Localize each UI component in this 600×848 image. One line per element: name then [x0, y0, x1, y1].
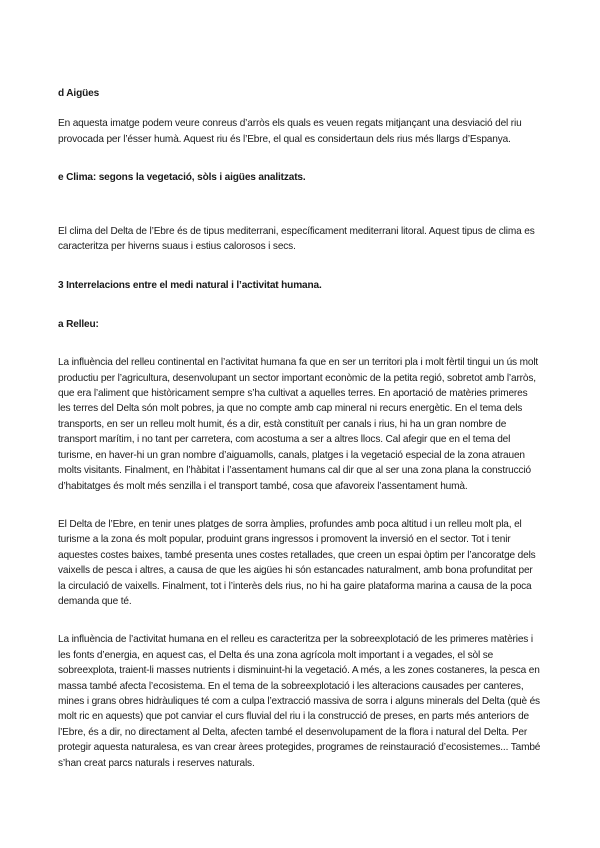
section-heading-aigues: d Aigües — [58, 88, 100, 99]
paragraph-relleu-2: El Delta de l’Ebre, en tenir unes platges de sorra àmplies, profundes amb poca altitud i un relleu molt pla, el turisme a la zona és molt popular, produint grans ingressos i promovent la inversió en el sector. Tot i tenir aquestes costes baixes, també presenta unes costes retallades, que creen un espai òptim per l’ancoratge dels vaixells de pesca i altres, a causa de que les aigües hi són estancades naturalment, amb bona profunditat per la circulació de vaixells. Finalment, tot i l’interès dels rius, no hi ha gaire plataforma marina a causa de la poca demanda que té. — [58, 518, 536, 607]
paragraph-relleu-3: La influència de l’activitat humana en el relleu es caracteritza per la sobreexplotació de les primeres matèries i les fonts d’energia, en aquest cas, el Delta és una zona agrícola molt important i a vegades, el sòl se sobreexplota, traient-li masses nutrients i disminuint-hi la vegetació. A més, a les zones costaneres, la pesca en massa també afecta l’ecosistema. En el tema de la sobreexplotació i les alteracions causades per canteres, mines i grans obres hidràuliques té com a culpa l’extracció massiva de sorra i alguns minerals del Delta (què és molt ric en aquests) que pot canviar el curs fluvial del riu i la construcció de preses, en parts més anteriors de l’Ebre, és a dir, no directament al Delta, afecten també el desenvolupament de la flora i natural del Delta. Per protegir aquesta naturalesa, es van crear àrees protegides, programes de reinstauració d’ecosistemes... També s’han creat parcs naturals i reserves naturals. — [58, 634, 541, 769]
paragraph-clima: El clima del Delta de l’Ebre és de tipus mediterrani, específicament mediterrani litoral. Aquest tipus de clima es caracteritza per hiverns suaus i estius calorosos i secs. — [58, 225, 535, 253]
paragraph-aigues: En aquesta imatge podem veure conreus d’arròs els quals es veuen regats mitjançant una desviació del riu provocada per l’ésser humà. Aquest riu és l’Ebre, el qual es considertaun dels rius més llargs d’Espanya. — [58, 118, 522, 145]
section-heading-relleu: a Relleu: — [58, 318, 99, 330]
paragraph-relleu-1: La influència del relleu continental en l’activitat humana fa que en ser un territori pla i molt fèrtil tingui un ús molt productiu per l’agricultura, desenvolupant un sector important econòmic de la petita regió, sobretot amb l’arròs, que era l’aliment que històricament sempre s’ha cultivat a aquelles terres. En aportació de matèries primeres les terres del Delta són molt pobres, ja que no compte amb cap mineral ni recurs energètic. En el tema dels transports, en ser un relleu molt humit, és a dir, està constituït per canals i rius, hi ha un gran nombre de transport marítim, i no tant per carretera, com acostuma a ser a altres llocs. Cal afegir que en el tema del turisme, en haver-hi un gran nombre d’aiguamolls, canals, platges i la vegetació especial de la zona atrauen molts visitants. Finalment, en l’hàbitat i l’assentament humans cal dir que al ser una zona plana la construcció d’habitatges és molt més senzilla i el transport també, cosa que afavoreix l’assentament humà. — [58, 357, 539, 492]
section-heading-clima: e Clima: segons la vegetació, sòls i aigües analitzats. — [58, 172, 306, 184]
document-body — [58, 86, 542, 771]
section-heading-interrelacions: 3 Interrelacions entre el medi natural i l’activitat humana. — [58, 280, 322, 292]
